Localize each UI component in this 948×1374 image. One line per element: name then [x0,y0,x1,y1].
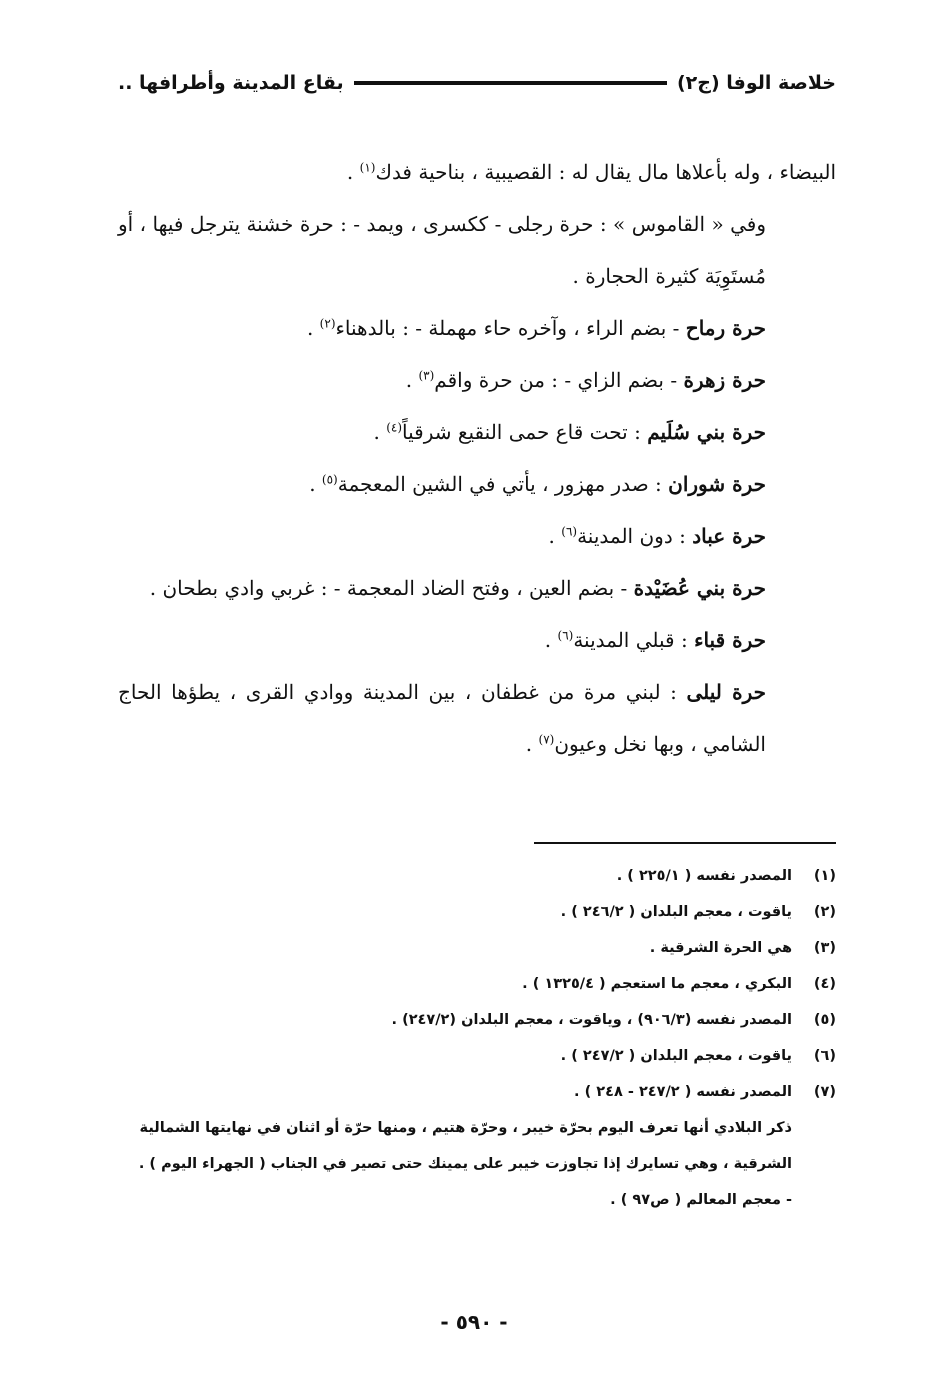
entry-term: حرة بني سُلَيم [647,420,766,444]
footnote-text: ياقوت ، معجم البلدان ( ٢٤٧/٢ ) . [560,1048,792,1064]
footnote-ref: (٦) [561,524,578,539]
body-text [118,146,836,770]
entry-term: حرة قباء [694,628,766,652]
footnote-extra-line: الشرقية ، وهي تسايرك إذا تجاوزت خيبر على يمينك حتى تصير في الجناب ( الجهراء اليوم ) . [138,1156,792,1172]
entry-harrat-bani-sulaym: حرة بني سُلَيم : تحت قاع حمى النقيع شرقياً$^{(٤)}$ . [373,420,766,444]
entry-harrat-rimah: حرة رماح - بضم الراء ، وآخره حاء مهملة - : بالدهناء$^{(٢)}$ . [306,316,766,340]
footnote-ref: (٢) [319,316,336,331]
entry-text: : تحت قاع حمى النقيع شرقياً [402,420,648,444]
footnote-number: (١) [813,868,836,884]
footnote-text: ياقوت ، معجم البلدان ( ٢٤٦/٢ ) . [560,904,792,920]
paragraph-continuation: البيضاء ، وله بأعلاها مال يقال له : القصيبية ، بناحية فدك$^{(١)}$ . [346,160,836,184]
footnote-number: (٣) [813,940,836,956]
footnote-text: المصدر نفسه ( ٢٤٧/٢ - ٢٤٨ ) . [574,1084,792,1100]
header-rule [354,81,667,85]
footnote-ref: (٤) [386,420,403,435]
footnote-text: البكري ، معجم ما استعجم ( ١٣٢٥/٤ ) . [522,976,792,992]
footnote-3 [118,930,836,966]
footnote-6 [118,1038,836,1074]
footnotes [118,858,836,1218]
footnote-separator [534,842,836,844]
entry-harrat-abbad: حرة عباد : دون المدينة$^{(٦)}$ . [548,524,766,548]
footnote-7 [118,1074,836,1110]
footnote-number: (٧) [813,1084,836,1100]
footnote-ref: (١) [359,160,376,175]
footnote-number: (٦) [813,1048,836,1064]
footnote-5 [118,1002,836,1038]
footnote-7-continuation [118,1110,836,1218]
footnote-2 [118,894,836,930]
footnote-text: المصدر نفسه (٩٠٦/٣) ، وياقوت ، معجم البلدان (٢٤٧/٢) . [391,1012,792,1028]
footnote-text: المصدر نفسه ( ٢٢٥/١ ) . [616,868,792,884]
footnote-extra-line: - معجم المعالم ( ص٩٧ ) . [610,1192,792,1208]
footnote-number: (٥) [813,1012,836,1028]
entry-harrat-bani-udayda [118,562,836,614]
footnote-text: هي الحرة الشرقية . [649,940,792,956]
footnote-ref: (٣) [418,368,435,383]
paragraph-qamus: وفي « القاموس » : حرة رجلى - ككسرى ، ويمد - : حرة خشنة يترجل فيها ، أو مُستَوِيَة كثيرة الحجارة . [118,212,766,288]
running-header [118,66,836,100]
entry-term: حرة زهرة [683,368,766,392]
entry-harrat-quba: حرة قباء : قبلي المدينة$^{(٦)}$ . [544,628,766,652]
footnote-number: (٢) [813,904,836,920]
entry-text: : دون المدينة [577,524,693,548]
footnote-ref: (٥) [321,472,338,487]
footnote-1 [118,858,836,894]
entry-text: : قبلي المدينة [573,628,695,652]
header-book-title: خلاصة الوفا (ج٢) [676,72,836,94]
entry-text: - بضم العين ، وفتح الضاد المعجمة - : غربي وادي بطحان . [149,576,634,600]
entry-term: حرة بني عُضَيْدة [633,576,766,600]
header-section-title: بقاع المدينة وأطرافها .. [118,72,344,94]
entry-text: : لبني مرة من غطفان ، بين المدينة ووادي القرى ، يطؤها الحاج الشامي ، وبها نخل وعيون [118,680,766,756]
entry-text: : صدر مهزور ، يأتي في الشين المعجمة [337,472,669,496]
entry-text: - بضم الراء ، وآخره حاء مهملة - : بالدهناء [335,316,686,340]
footnote-ref: (٧) [538,732,555,747]
entry-harrat-shawran: حرة شوران : صدر مهزور ، يأتي في الشين المعجمة$^{(٥)}$ . [309,472,766,496]
entry-text: - بضم الزاي - : من حرة واقم [434,368,684,392]
page-number: - ٥٩٠ - [440,1310,508,1334]
entry-term: حرة شوران [668,472,766,496]
footnote-number: (٤) [813,976,836,992]
footnote-ref: (٦) [557,628,574,643]
entry-term: حرة رماح [685,316,766,340]
footnote-extra-line: ذكر البلادي أنها تعرف اليوم بحرّة خيبر ، وحرّة هتيم ، ومنها حرّة أو اثنان في نهايتها الشمالية [139,1120,792,1136]
entry-term: حرة ليلى [686,680,766,704]
entry-harrat-zuhra: حرة زهرة - بضم الزاي - : من حرة واقم$^{(٣)}$ . [405,368,766,392]
entry-harrat-layla: حرة ليلى : لبني مرة من غطفان ، بين المدينة ووادي القرى ، يطؤها الحاج الشامي ، وبها نخل وعيون$^{(٧)}$ . [118,680,766,756]
entry-term: حرة عباد [692,524,766,548]
footnote-4 [118,966,836,1002]
